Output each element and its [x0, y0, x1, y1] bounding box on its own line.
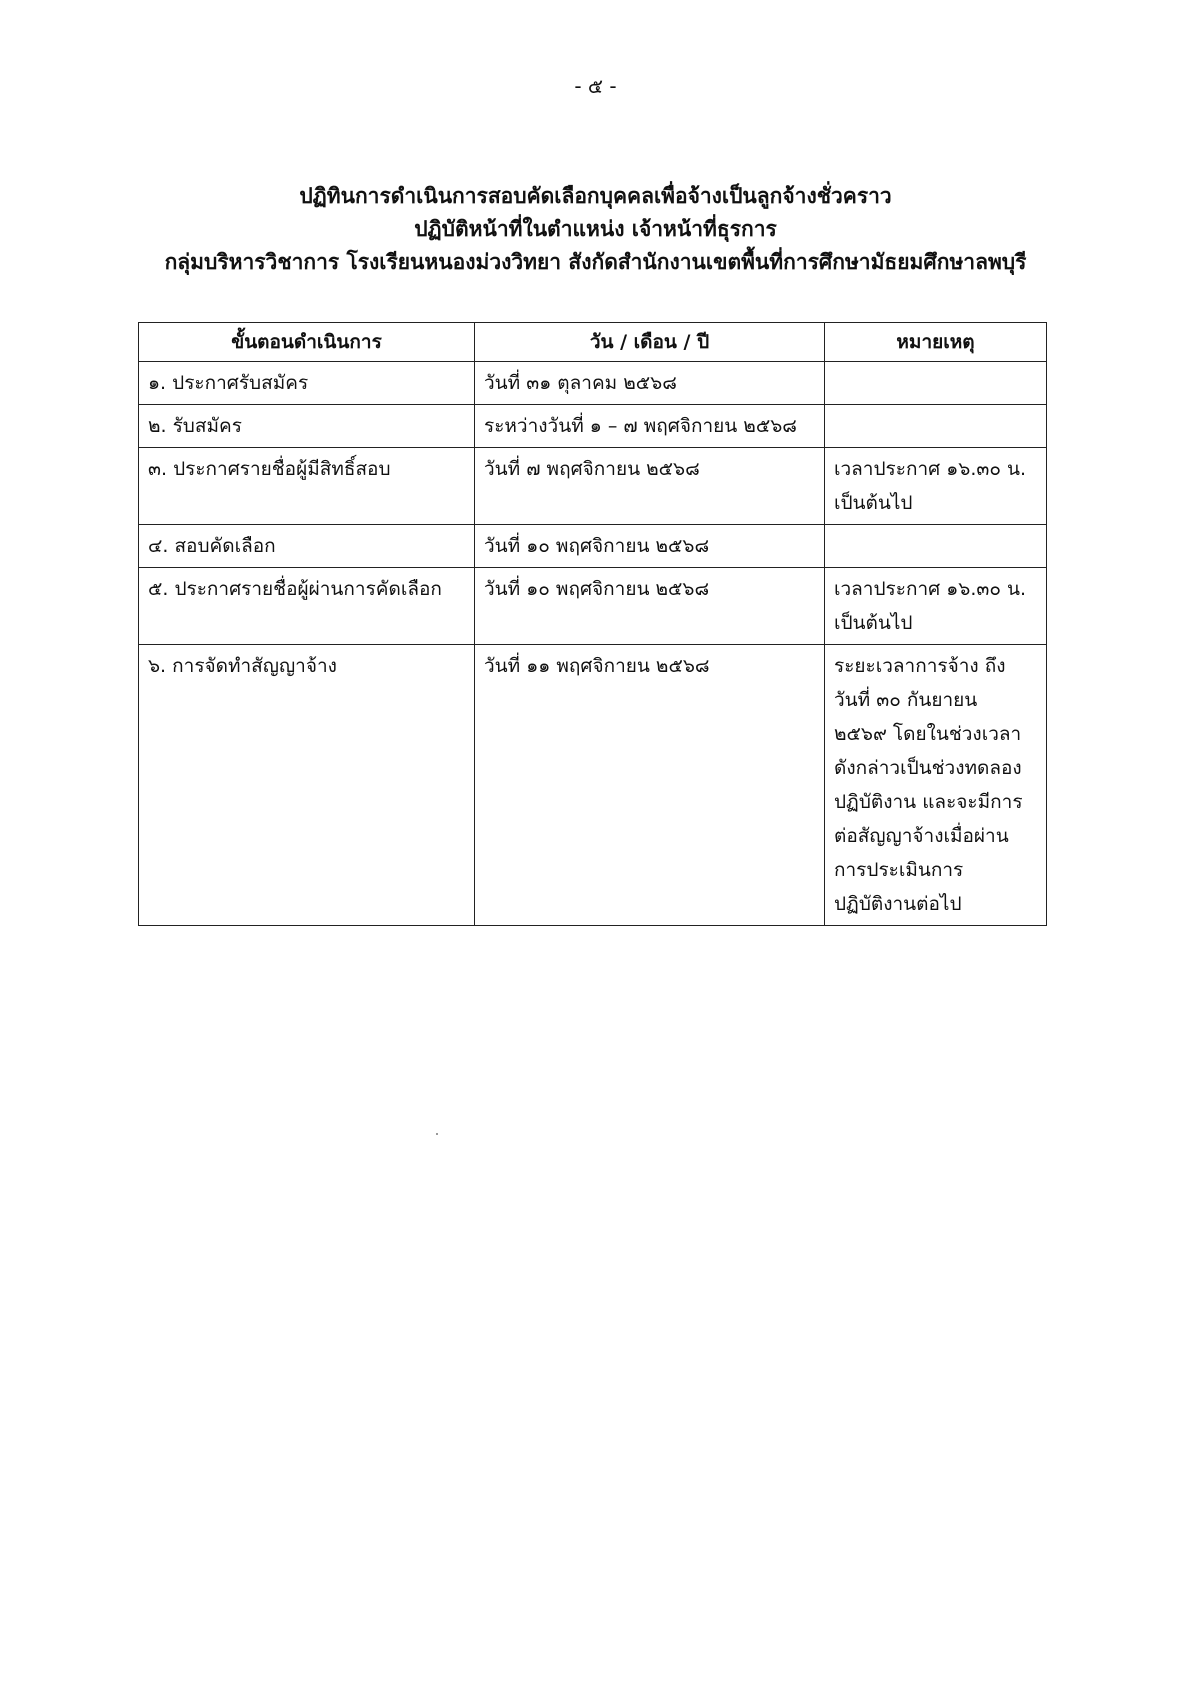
step-cell: ๕. ประกาศรายชื่อผู้ผ่านการคัดเลือก	[139, 568, 475, 645]
note-cell	[825, 568, 1047, 645]
date-cell: วันที่ ๓๑ ตุลาคม ๒๕๖๘	[475, 362, 825, 405]
scan-speck	[436, 1133, 438, 1135]
note-text: เวลาประกาศ ๑๖.๓๐ น. เป็นต้นไป	[834, 458, 1027, 514]
schedule-table	[138, 322, 1047, 926]
date-cell: วันที่ ๑๐ พฤศจิกายน ๒๕๖๘	[475, 525, 825, 568]
step-cell: ๔. สอบคัดเลือก	[139, 525, 475, 568]
table-header-row	[139, 323, 1047, 362]
note-cell	[825, 525, 1047, 568]
date-cell: วันที่ ๑๐ พฤศจิกายน ๒๕๖๘	[475, 568, 825, 645]
table-row	[139, 405, 1047, 448]
step-cell: ๖. การจัดทำสัญญาจ้าง	[139, 645, 475, 926]
table-row	[139, 525, 1047, 568]
title-line-3: กลุ่มบริหารวิชาการ โรงเรียนหนองม่วงวิทยา สังกัดสำนักงานเขตพื้นที่การศึกษามัธยมศึกษาลพบุรี	[164, 250, 1027, 274]
table-row	[139, 362, 1047, 405]
header-step: ขั้นตอนดำเนินการ	[139, 323, 475, 362]
table-row	[139, 568, 1047, 645]
title-line-2: ปฏิบัติหน้าที่ในตำแหน่ง เจ้าหน้าที่ธุรการ	[414, 217, 777, 241]
note-cell	[825, 645, 1047, 926]
note-cell	[825, 362, 1047, 405]
note-text: เวลาประกาศ ๑๖.๓๐ น. เป็นต้นไป	[834, 578, 1027, 634]
date-cell: วันที่ ๗ พฤศจิกายน ๒๕๖๘	[475, 448, 825, 525]
step-cell: ๑. ประกาศรับสมัคร	[139, 362, 475, 405]
header-note: หมายเหตุ	[825, 323, 1047, 362]
page-number: - ๕ -	[574, 74, 617, 98]
note-cell	[825, 448, 1047, 525]
step-cell: ๒. รับสมัคร	[139, 405, 475, 448]
header-date: วัน / เดือน / ปี	[475, 323, 825, 362]
note-cell	[825, 405, 1047, 448]
step-cell: ๓. ประกาศรายชื่อผู้มีสิทธิ์สอบ	[139, 448, 475, 525]
date-cell: ระหว่างวันที่ ๑ – ๗ พฤศจิกายน ๒๕๖๘	[475, 405, 825, 448]
note-text: ระยะเวลาการจ้าง ถึง วันที่ ๓๐ กันยายน ๒๕๖๙ โดยในช่วงเวลา ดังกล่าวเป็นช่วงทดลอง ปฏิบัติงาน และจะมีการ ต่อสัญญาจ้างเมื่อผ่าน การประเมินการ ปฏิบัติงานต่อไป	[834, 655, 1023, 915]
document-title	[0, 180, 1191, 279]
date-cell: วันที่ ๑๑ พฤศจิกายน ๒๕๖๘	[475, 645, 825, 926]
title-line-1: ปฏิทินการดำเนินการสอบคัดเลือกบุคคลเพื่อจ้างเป็นลูกจ้างชั่วคราว	[299, 184, 892, 208]
table-row	[139, 645, 1047, 926]
table-row	[139, 448, 1047, 525]
